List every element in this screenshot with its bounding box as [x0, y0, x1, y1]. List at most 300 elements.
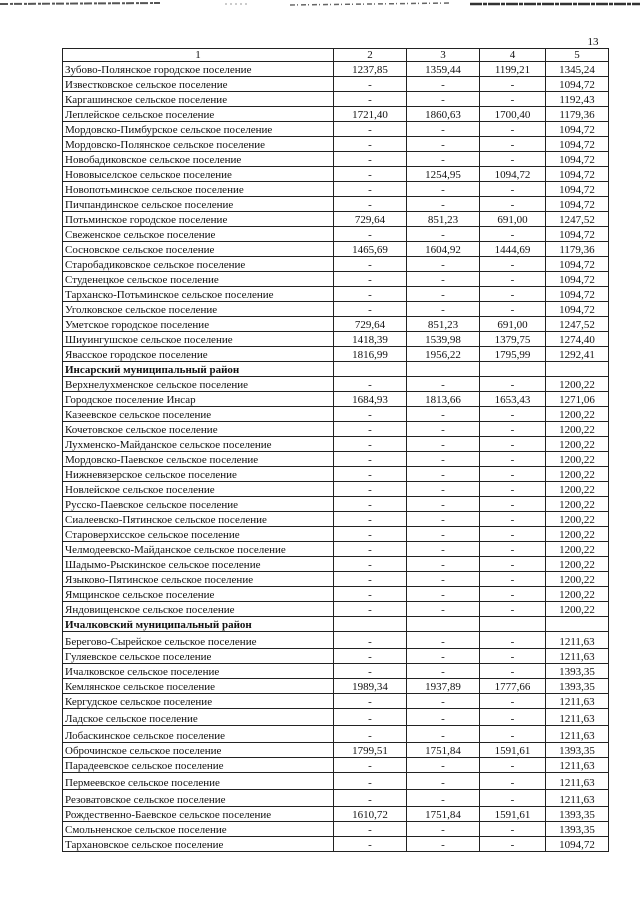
settlement-name-cell: Новопотьминское сельское поселение	[63, 182, 334, 197]
value-cell-col4: 1444,69	[480, 242, 546, 257]
value-cell-col5: 1200,22	[546, 512, 609, 527]
value-cell-col3: -	[407, 758, 480, 773]
value-cell-col4: -	[480, 182, 546, 197]
value-cell-col5: 1247,52	[546, 317, 609, 332]
value-cell-col3: 1956,22	[407, 347, 480, 362]
value-cell-col2: -	[334, 227, 407, 242]
value-cell-col2: -	[334, 758, 407, 773]
value-cell-col4: -	[480, 137, 546, 152]
section-row	[63, 362, 609, 377]
value-cell-col3: -	[407, 602, 480, 617]
settlement-name-cell: Ямщинское сельское поселение	[63, 587, 334, 602]
value-cell-col2: -	[334, 773, 407, 790]
settlement-name-cell: Казеевское сельское поселение	[63, 407, 334, 422]
value-cell-col4: 1653,43	[480, 392, 546, 407]
value-cell-col4: -	[480, 272, 546, 287]
value-cell-col3: -	[407, 512, 480, 527]
value-cell-col2: 1418,39	[334, 332, 407, 347]
table-row	[63, 632, 609, 649]
value-cell-col3: -	[407, 407, 480, 422]
settlement-name-cell: Зубово-Полянское городское поселение	[63, 62, 334, 77]
value-cell-col2: -	[334, 197, 407, 212]
value-cell-col3: -	[407, 152, 480, 167]
table-row	[63, 709, 609, 726]
value-cell-col4: -	[480, 377, 546, 392]
value-cell-col2: -	[334, 632, 407, 649]
settlement-name-cell: Кочетовское сельское поселение	[63, 422, 334, 437]
value-cell-col4: -	[480, 572, 546, 587]
value-cell-col3: 1359,44	[407, 62, 480, 77]
value-cell-col4: 1795,99	[480, 347, 546, 362]
settlement-name-cell: Известковское сельское поселение	[63, 77, 334, 92]
value-cell-col3: -	[407, 649, 480, 664]
value-cell-col5: 1211,63	[546, 649, 609, 664]
value-cell-col5: 1200,22	[546, 557, 609, 572]
value-cell-col5: 1094,72	[546, 152, 609, 167]
settlement-name-cell: Уметское городское поселение	[63, 317, 334, 332]
settlement-name-cell: Ичалковский муниципальный район	[63, 617, 334, 632]
value-cell-col5: 1200,22	[546, 482, 609, 497]
settlement-name-cell: Мордовско-Пимбурское сельское поселение	[63, 122, 334, 137]
value-cell-col5: 1211,63	[546, 726, 609, 743]
section-row	[63, 617, 609, 632]
header-cell: 5	[546, 49, 609, 62]
settlement-name-cell: Лобаскинское сельское поселение	[63, 726, 334, 743]
value-cell-col4: -	[480, 437, 546, 452]
value-cell-col3: -	[407, 77, 480, 92]
value-cell-col5: 1211,63	[546, 694, 609, 709]
value-cell-col2: 1684,93	[334, 392, 407, 407]
settlement-name-cell: Кемлянское сельское поселение	[63, 679, 334, 694]
table-row	[63, 452, 609, 467]
value-cell-col2: -	[334, 587, 407, 602]
header-cell: 3	[407, 49, 480, 62]
value-cell-col4: -	[480, 257, 546, 272]
table-row	[63, 77, 609, 92]
table-row	[63, 347, 609, 362]
value-cell-col4	[480, 617, 546, 632]
table-row	[63, 572, 609, 587]
settlement-name-cell: Гуляевское сельское поселение	[63, 649, 334, 664]
value-cell-col2: -	[334, 527, 407, 542]
value-cell-col4: -	[480, 92, 546, 107]
table-row	[63, 227, 609, 242]
value-cell-col2: -	[334, 452, 407, 467]
value-cell-col5: 1393,35	[546, 807, 609, 822]
settlement-name-cell: Нововыселское сельское поселение	[63, 167, 334, 182]
value-cell-col4: -	[480, 557, 546, 572]
value-cell-col4: -	[480, 542, 546, 557]
value-cell-col3: 1937,89	[407, 679, 480, 694]
value-cell-col4: -	[480, 664, 546, 679]
value-cell-col4: -	[480, 302, 546, 317]
value-cell-col2: -	[334, 257, 407, 272]
value-cell-col2: 1237,85	[334, 62, 407, 77]
settlement-name-cell: Мордовско-Паевское сельское поселение	[63, 452, 334, 467]
settlement-name-cell: Челмодеевско-Майданское сельское поселение	[63, 542, 334, 557]
settlement-name-cell: Тарханско-Потьминское сельское поселение	[63, 287, 334, 302]
value-cell-col3: -	[407, 302, 480, 317]
value-cell-col4: -	[480, 287, 546, 302]
table-row	[63, 182, 609, 197]
value-cell-col5: 1393,35	[546, 743, 609, 758]
value-cell-col5: 1094,72	[546, 197, 609, 212]
settlement-name-cell: Каргашинское сельское поселение	[63, 92, 334, 107]
value-cell-col4: -	[480, 758, 546, 773]
value-cell-col2: 1721,40	[334, 107, 407, 122]
settlement-name-cell: Явасское городское поселение	[63, 347, 334, 362]
value-cell-col5: 1211,63	[546, 758, 609, 773]
settlement-name-cell: Лухменско-Майданское сельское поселение	[63, 437, 334, 452]
settlement-name-cell: Резоватовское сельское поселение	[63, 790, 334, 807]
table-row	[63, 587, 609, 602]
value-cell-col5: 1200,22	[546, 437, 609, 452]
value-cell-col4	[480, 362, 546, 377]
value-cell-col2: -	[334, 572, 407, 587]
value-cell-col2: -	[334, 152, 407, 167]
value-cell-col3: 1604,92	[407, 242, 480, 257]
value-cell-col3: -	[407, 482, 480, 497]
value-cell-col5: 1211,63	[546, 773, 609, 790]
value-cell-col3: 1813,66	[407, 392, 480, 407]
value-cell-col2: 1799,51	[334, 743, 407, 758]
value-cell-col4: -	[480, 694, 546, 709]
value-cell-col2: -	[334, 664, 407, 679]
table-row	[63, 649, 609, 664]
data-table	[62, 48, 609, 852]
value-cell-col3: 1254,95	[407, 167, 480, 182]
value-cell-col4: 1379,75	[480, 332, 546, 347]
value-cell-col2: -	[334, 272, 407, 287]
value-cell-col3: -	[407, 542, 480, 557]
value-cell-col4: -	[480, 227, 546, 242]
value-cell-col4: -	[480, 790, 546, 807]
value-cell-col5: 1094,72	[546, 272, 609, 287]
value-cell-col4: 1591,61	[480, 743, 546, 758]
value-cell-col3: 851,23	[407, 317, 480, 332]
table-row	[63, 107, 609, 122]
table-row	[63, 257, 609, 272]
value-cell-col2: -	[334, 182, 407, 197]
value-cell-col4: 1700,40	[480, 107, 546, 122]
value-cell-col3: -	[407, 467, 480, 482]
value-cell-col5: 1200,22	[546, 542, 609, 557]
value-cell-col3: -	[407, 664, 480, 679]
value-cell-col2: -	[334, 694, 407, 709]
settlement-name-cell: Тархановское сельское поселение	[63, 837, 334, 852]
value-cell-col3: 1539,98	[407, 332, 480, 347]
settlement-name-cell: Городское поселение Инсар	[63, 392, 334, 407]
value-cell-col4: -	[480, 77, 546, 92]
settlement-name-cell: Пичпандинское сельское поселение	[63, 197, 334, 212]
value-cell-col3: 1751,84	[407, 743, 480, 758]
table-row	[63, 437, 609, 452]
value-cell-col2: -	[334, 122, 407, 137]
value-cell-col5: 1200,22	[546, 602, 609, 617]
settlement-name-cell: Рождественно-Баевское сельское поселение	[63, 807, 334, 822]
value-cell-col4: -	[480, 152, 546, 167]
value-cell-col2: -	[334, 167, 407, 182]
settlement-name-cell: Потьминское городское поселение	[63, 212, 334, 227]
value-cell-col4: -	[480, 122, 546, 137]
table-row	[63, 392, 609, 407]
value-cell-col5: 1292,41	[546, 347, 609, 362]
table-row	[63, 482, 609, 497]
value-cell-col5: 1345,24	[546, 62, 609, 77]
value-cell-col4: 1199,21	[480, 62, 546, 77]
value-cell-col4: -	[480, 512, 546, 527]
settlement-name-cell: Берегово-Сырейское сельское поселение	[63, 632, 334, 649]
value-cell-col3: -	[407, 92, 480, 107]
table-row	[63, 837, 609, 852]
table-row	[63, 602, 609, 617]
value-cell-col4: -	[480, 527, 546, 542]
value-cell-col5	[546, 362, 609, 377]
settlement-name-cell: Кергудское сельское поселение	[63, 694, 334, 709]
value-cell-col3: -	[407, 197, 480, 212]
value-cell-col5: 1094,72	[546, 137, 609, 152]
value-cell-col4: -	[480, 497, 546, 512]
value-cell-col3: -	[407, 632, 480, 649]
value-cell-col5: 1200,22	[546, 452, 609, 467]
table-row	[63, 694, 609, 709]
value-cell-col4: -	[480, 649, 546, 664]
value-cell-col2: -	[334, 512, 407, 527]
table-row	[63, 664, 609, 679]
table-row	[63, 167, 609, 182]
value-cell-col4: -	[480, 837, 546, 852]
value-cell-col4: -	[480, 407, 546, 422]
value-cell-col3	[407, 362, 480, 377]
value-cell-col3: -	[407, 287, 480, 302]
value-cell-col2: -	[334, 790, 407, 807]
value-cell-col2: -	[334, 377, 407, 392]
value-cell-col2: -	[334, 542, 407, 557]
table-row	[63, 497, 609, 512]
settlement-name-cell: Нижневязерское сельское поселение	[63, 467, 334, 482]
value-cell-col2: -	[334, 497, 407, 512]
value-cell-col5: 1200,22	[546, 527, 609, 542]
value-cell-col2: -	[334, 77, 407, 92]
value-cell-col4: -	[480, 197, 546, 212]
value-cell-col4: -	[480, 709, 546, 726]
value-cell-col5: 1094,72	[546, 302, 609, 317]
value-cell-col3: -	[407, 709, 480, 726]
settlement-name-cell: Шадымо-Рыскинское сельское поселение	[63, 557, 334, 572]
settlement-name-cell: Яндовищенское сельское поселение	[63, 602, 334, 617]
value-cell-col3: -	[407, 527, 480, 542]
value-cell-col5: 1179,36	[546, 107, 609, 122]
value-cell-col3: -	[407, 122, 480, 137]
settlement-name-cell: Свеженское сельское поселение	[63, 227, 334, 242]
value-cell-col4: -	[480, 773, 546, 790]
value-cell-col2: -	[334, 557, 407, 572]
value-cell-col3: -	[407, 694, 480, 709]
settlement-name-cell: Леплейское сельское поселение	[63, 107, 334, 122]
value-cell-col3: -	[407, 587, 480, 602]
value-cell-col3: -	[407, 137, 480, 152]
value-cell-col2: -	[334, 602, 407, 617]
value-cell-col3: 851,23	[407, 212, 480, 227]
value-cell-col4: -	[480, 422, 546, 437]
value-cell-col4: 691,00	[480, 317, 546, 332]
value-cell-col5: 1200,22	[546, 467, 609, 482]
settlement-name-cell: Шиуингушское сельское поселение	[63, 332, 334, 347]
table-row	[63, 758, 609, 773]
value-cell-col2: -	[334, 302, 407, 317]
settlement-name-cell: Пермеевское сельское поселение	[63, 773, 334, 790]
settlement-name-cell: Мордовско-Полянское сельское поселение	[63, 137, 334, 152]
table-row	[63, 542, 609, 557]
value-cell-col3: -	[407, 726, 480, 743]
value-cell-col5: 1211,63	[546, 790, 609, 807]
value-cell-col2: 729,64	[334, 212, 407, 227]
value-cell-col4: -	[480, 452, 546, 467]
value-cell-col5: 1200,22	[546, 377, 609, 392]
table-header-row	[63, 49, 609, 62]
table-row	[63, 822, 609, 837]
value-cell-col2: -	[334, 482, 407, 497]
value-cell-col5: 1094,72	[546, 837, 609, 852]
settlement-name-cell: Студенецкое сельское поселение	[63, 272, 334, 287]
value-cell-col4: 1777,66	[480, 679, 546, 694]
settlement-name-cell: Смольненское сельское поселение	[63, 822, 334, 837]
header-cell: 1	[63, 49, 334, 62]
value-cell-col2: -	[334, 467, 407, 482]
table-row	[63, 92, 609, 107]
table-row	[63, 773, 609, 790]
settlement-name-cell: Языково-Пятинское сельское поселение	[63, 572, 334, 587]
value-cell-col5: 1094,72	[546, 182, 609, 197]
settlement-name-cell: Сиалеевско-Пятинское сельское поселение	[63, 512, 334, 527]
settlement-name-cell: Новлейское сельское поселение	[63, 482, 334, 497]
value-cell-col2: -	[334, 137, 407, 152]
value-cell-col5: 1211,63	[546, 709, 609, 726]
scan-edge-artifact	[0, 0, 640, 14]
value-cell-col4: 1094,72	[480, 167, 546, 182]
value-cell-col2: -	[334, 726, 407, 743]
value-cell-col4: 691,00	[480, 212, 546, 227]
value-cell-col5: 1274,40	[546, 332, 609, 347]
settlement-name-cell: Ладское сельское поселение	[63, 709, 334, 726]
value-cell-col3: -	[407, 437, 480, 452]
value-cell-col3: -	[407, 822, 480, 837]
value-cell-col4: -	[480, 822, 546, 837]
value-cell-col5: 1247,52	[546, 212, 609, 227]
value-cell-col3: -	[407, 557, 480, 572]
value-cell-col5: 1200,22	[546, 407, 609, 422]
value-cell-col5: 1094,72	[546, 167, 609, 182]
value-cell-col5: 1094,72	[546, 287, 609, 302]
table-row	[63, 790, 609, 807]
value-cell-col2: -	[334, 709, 407, 726]
table-row	[63, 557, 609, 572]
table-row	[63, 679, 609, 694]
table-row	[63, 137, 609, 152]
value-cell-col3: -	[407, 227, 480, 242]
header-cell: 4	[480, 49, 546, 62]
value-cell-col3: -	[407, 377, 480, 392]
table-row	[63, 122, 609, 137]
value-cell-col5: 1094,72	[546, 257, 609, 272]
table-row	[63, 287, 609, 302]
value-cell-col4: -	[480, 602, 546, 617]
page-number: 13	[587, 36, 599, 48]
settlement-name-cell: Ичалковское сельское поселение	[63, 664, 334, 679]
value-cell-col5: 1179,36	[546, 242, 609, 257]
header-cell: 2	[334, 49, 407, 62]
value-cell-col3: -	[407, 773, 480, 790]
value-cell-col5: 1094,72	[546, 77, 609, 92]
value-cell-col3: -	[407, 572, 480, 587]
value-cell-col2: 1989,34	[334, 679, 407, 694]
table-row	[63, 512, 609, 527]
table-row	[63, 467, 609, 482]
value-cell-col4: -	[480, 482, 546, 497]
value-cell-col5: 1393,35	[546, 664, 609, 679]
settlement-name-cell: Старобадиковское сельское поселение	[63, 257, 334, 272]
value-cell-col2: -	[334, 649, 407, 664]
value-cell-col5: 1211,63	[546, 632, 609, 649]
table-row	[63, 807, 609, 822]
value-cell-col2: -	[334, 837, 407, 852]
value-cell-col2: 1816,99	[334, 347, 407, 362]
value-cell-col2: -	[334, 822, 407, 837]
value-cell-col3: -	[407, 422, 480, 437]
table-row	[63, 272, 609, 287]
table-row	[63, 197, 609, 212]
value-cell-col2: -	[334, 92, 407, 107]
value-cell-col2: -	[334, 287, 407, 302]
value-cell-col2: 1610,72	[334, 807, 407, 822]
value-cell-col4: 1591,61	[480, 807, 546, 822]
value-cell-col3: -	[407, 837, 480, 852]
value-cell-col5: 1393,35	[546, 679, 609, 694]
value-cell-col5: 1200,22	[546, 422, 609, 437]
value-cell-col2: 729,64	[334, 317, 407, 332]
value-cell-col2: 1465,69	[334, 242, 407, 257]
value-cell-col2: -	[334, 437, 407, 452]
value-cell-col5: 1192,43	[546, 92, 609, 107]
table-row	[63, 527, 609, 542]
table-row	[63, 302, 609, 317]
value-cell-col5: 1271,06	[546, 392, 609, 407]
table-row	[63, 407, 609, 422]
table-row	[63, 743, 609, 758]
value-cell-col3: -	[407, 257, 480, 272]
value-cell-col5: 1200,22	[546, 572, 609, 587]
value-cell-col5: 1200,22	[546, 497, 609, 512]
table-row	[63, 377, 609, 392]
value-cell-col4: -	[480, 467, 546, 482]
table-row	[63, 62, 609, 77]
value-cell-col3: -	[407, 452, 480, 467]
value-cell-col4: -	[480, 632, 546, 649]
value-cell-col2: -	[334, 422, 407, 437]
table-row	[63, 726, 609, 743]
table-row	[63, 242, 609, 257]
value-cell-col5: 1094,72	[546, 227, 609, 242]
value-cell-col3: -	[407, 182, 480, 197]
table-row	[63, 422, 609, 437]
value-cell-col5: 1094,72	[546, 122, 609, 137]
value-cell-col2	[334, 362, 407, 377]
value-cell-col2	[334, 617, 407, 632]
value-cell-col4: -	[480, 726, 546, 743]
settlement-name-cell: Сосновское сельское поселение	[63, 242, 334, 257]
settlement-name-cell: Верхнелухменское сельское поселение	[63, 377, 334, 392]
settlement-name-cell: Инсарский муниципальный район	[63, 362, 334, 377]
